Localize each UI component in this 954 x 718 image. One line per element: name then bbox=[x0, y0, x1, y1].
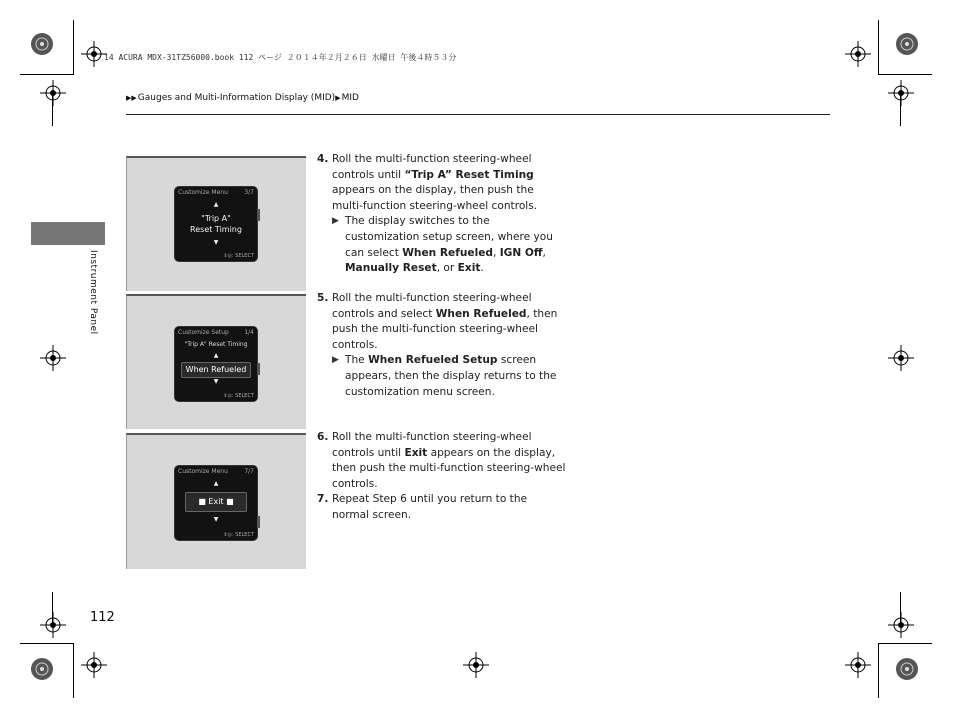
display-illustration-2 bbox=[126, 294, 306, 429]
select-icon: ⇕◎: bbox=[223, 532, 236, 538]
chapter-label: Instrument Panel bbox=[88, 250, 98, 335]
step-number: 4. bbox=[317, 153, 329, 165]
trim-line bbox=[878, 643, 932, 644]
up-arrow-icon: ▲ bbox=[213, 480, 219, 487]
trim-line bbox=[900, 592, 901, 622]
crosshair-mark-icon bbox=[845, 41, 871, 67]
crosshair-mark-icon bbox=[888, 80, 914, 106]
screen-footer: SELECT bbox=[235, 532, 254, 538]
double-arrow-icon: ▶▶ bbox=[126, 94, 137, 102]
page-number: 112 bbox=[90, 610, 115, 625]
screen-footer: SELECT bbox=[235, 253, 254, 259]
crosshair-mark-icon bbox=[81, 652, 107, 678]
screen-header: Customize Menu bbox=[178, 468, 228, 475]
registration-mark-icon bbox=[29, 656, 55, 682]
up-arrow-icon: ▲ bbox=[213, 352, 219, 359]
crosshair-mark-icon bbox=[463, 652, 489, 678]
crosshair-mark-icon bbox=[888, 612, 914, 638]
mid-screen bbox=[174, 186, 258, 262]
arrow-icon: ▶ bbox=[335, 94, 341, 102]
trim-line bbox=[878, 74, 932, 75]
crosshair-mark-icon bbox=[845, 652, 871, 678]
header-rule bbox=[126, 114, 830, 115]
screen-counter: 3/7 bbox=[244, 189, 254, 196]
step-4-block bbox=[317, 152, 567, 277]
step-number: 5. bbox=[317, 292, 329, 304]
crosshair-mark-icon bbox=[40, 80, 66, 106]
trim-line bbox=[900, 96, 901, 126]
down-arrow-icon: ▼ bbox=[213, 378, 219, 385]
screen-title: "Trip A" Reset Timing bbox=[184, 341, 248, 348]
trim-line bbox=[52, 592, 53, 622]
select-icon: ⇕◎: bbox=[223, 253, 236, 259]
exit-option: Exit bbox=[208, 497, 224, 506]
square-icon: ■ bbox=[198, 497, 209, 506]
screen-line-2: Reset Timing bbox=[190, 225, 242, 234]
select-icon: ⇕◎: bbox=[223, 393, 236, 399]
chapter-tab bbox=[31, 222, 105, 245]
print-info-line: 14 ACURA MDX-31TZ56000.book 112 ページ ２０１４年２月２６日 水曜日 午後４時５３分 bbox=[104, 53, 457, 62]
breadcrumb-section: Gauges and Multi-Information Display (MID) bbox=[137, 93, 336, 103]
display-illustration-3 bbox=[126, 433, 306, 569]
breadcrumb bbox=[126, 93, 359, 103]
crosshair-mark-icon bbox=[888, 345, 914, 371]
display-illustration-1 bbox=[126, 156, 306, 291]
step-5-block bbox=[317, 291, 567, 400]
step-7: 7. Repeat Step 6 until you return to the normal screen. bbox=[317, 493, 528, 521]
trim-line bbox=[878, 20, 879, 75]
emphasis: When Refueled bbox=[435, 307, 527, 320]
screen-header: Customize Setup bbox=[178, 329, 229, 336]
trim-line bbox=[20, 74, 74, 75]
step-4: 4. Roll the multi-function steering-wheel controls until “Trip A” Reset Timing appears on the display, then push the multi-function steering-wheel controls. bbox=[317, 153, 538, 212]
trim-line bbox=[20, 643, 74, 644]
emphasis: “Trip A” Reset Timing bbox=[404, 168, 534, 181]
triangle-bullet-icon: ▶ bbox=[332, 355, 339, 366]
screen-line-1: "Trip A" bbox=[201, 214, 231, 223]
step-6-7-block bbox=[317, 430, 567, 524]
screen-counter: 7/7 bbox=[244, 468, 254, 475]
crosshair-mark-icon bbox=[40, 612, 66, 638]
trim-line bbox=[73, 643, 74, 698]
step-number: 7. bbox=[317, 493, 329, 506]
selected-option: When Refueled bbox=[181, 362, 251, 378]
mid-screen bbox=[174, 326, 258, 402]
step-5-note: ▶ The When Refueled Setup screen appears, then the display returns to the customization menu screen. bbox=[332, 354, 557, 398]
down-arrow-icon: ▼ bbox=[213, 516, 219, 523]
screen-footer: SELECT bbox=[235, 393, 254, 399]
crosshair-mark-icon bbox=[40, 345, 66, 371]
step-5: 5. Roll the multi-function steering-wheel controls and select When Refueled, then push the multi-function steering-wheel controls. bbox=[317, 292, 558, 351]
step-4-note: ▶ The display switches to the customization setup screen, where you can select When Refueled, IGN Off, Manually Reset, or Exit. bbox=[332, 215, 553, 275]
registration-mark-icon bbox=[894, 656, 920, 682]
square-icon: ■ bbox=[223, 497, 234, 506]
mid-screen bbox=[174, 465, 258, 541]
screen-counter: 1/4 bbox=[244, 329, 254, 336]
step-number: 6. bbox=[317, 431, 329, 443]
step-6: 6. Roll the multi-function steering-wheel controls until Exit appears on the display, then push the multi-function steering-wheel controls. bbox=[317, 431, 566, 490]
registration-mark-icon bbox=[29, 31, 55, 57]
emphasis: Exit bbox=[404, 446, 428, 459]
trim-line bbox=[73, 20, 74, 75]
up-arrow-icon: ▲ bbox=[213, 201, 219, 208]
screen-header: Customize Menu bbox=[178, 189, 228, 196]
down-arrow-icon: ▼ bbox=[213, 239, 219, 246]
registration-mark-icon bbox=[894, 31, 920, 57]
triangle-bullet-icon: ▶ bbox=[332, 216, 339, 227]
trim-line bbox=[52, 96, 53, 126]
trim-line bbox=[878, 643, 879, 698]
selected-option bbox=[185, 492, 247, 512]
breadcrumb-current: MID bbox=[341, 93, 359, 103]
